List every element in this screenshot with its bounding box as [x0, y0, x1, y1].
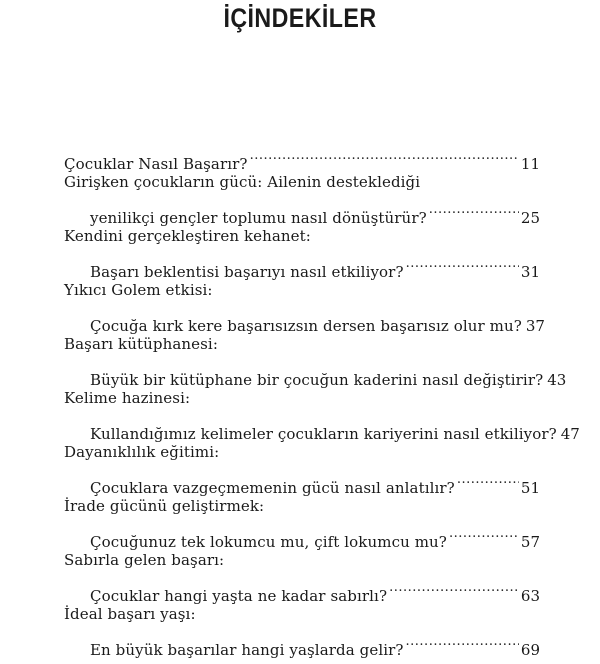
toc-entry-text: İdeal başarı yaşı: — [64, 605, 196, 623]
toc-entry-line — [64, 628, 540, 659]
toc-entry-text: Sabırla gelen başarı: — [64, 551, 225, 569]
toc-entry-text: Çocuğunuz tek lokumcu mu, çift lokumcu mu? — [90, 533, 447, 551]
toc-section-heading — [64, 493, 540, 520]
toc-entry-text: yenilikçi gençler toplumu nasıl dönüştürür? — [90, 209, 427, 227]
toc-page-number: 11 — [520, 155, 540, 173]
toc-entry-text: İrade gücünü geliştirmek: — [64, 497, 265, 515]
toc-page-number: 25 — [520, 209, 540, 227]
dot-leader — [406, 250, 519, 277]
toc-page-number: 47 — [560, 425, 580, 443]
toc-entry-text: Başarı beklentisi başarıyı nasıl etkiliyor? — [90, 263, 404, 281]
toc-entry-text: Büyük bir kütüphane bir çocuğun kaderini nasıl değiştirir? — [90, 371, 544, 389]
table-of-contents — [64, 142, 580, 659]
toc-section-heading — [64, 223, 540, 250]
page-title: İÇİNDEKİLER — [223, 3, 377, 33]
toc-page-number: 63 — [520, 587, 540, 605]
toc-entry-text: Kendini gerçekleştiren kehanet: — [64, 227, 311, 245]
toc-entry-text: Girişken çocukların gücü: Ailenin desteklediği — [64, 173, 421, 191]
toc-entry-line — [64, 574, 540, 605]
toc-page-number: 43 — [547, 371, 567, 389]
toc-section-heading — [64, 439, 540, 466]
toc-page-number: 51 — [520, 479, 540, 497]
toc-section-heading — [64, 547, 540, 574]
toc-section-heading — [64, 331, 540, 358]
toc-entry-text: Başarı kütüphanesi: — [64, 335, 218, 353]
toc-page-number: 57 — [520, 533, 540, 551]
dot-leader — [406, 628, 519, 655]
toc-entry-text: Çocuklar Nasıl Başarır? — [64, 155, 248, 173]
dot-leader — [389, 574, 519, 601]
toc-section-heading — [64, 601, 540, 628]
toc-page-number: 31 — [520, 263, 540, 281]
toc-entry-text: En büyük başarılar hangi yaşlarda gelir? — [90, 641, 404, 659]
toc-entry-line — [64, 412, 580, 443]
toc-entry-text: Yıkıcı Golem etkisi: — [64, 281, 213, 299]
toc-page-number: 69 — [520, 641, 540, 659]
toc-entry-text: Kelime hazinesi: — [64, 389, 191, 407]
toc-entry-text: Çocuklara vazgeçmemenin gücü nasıl anlatılır? — [90, 479, 455, 497]
toc-entry-line — [64, 520, 540, 551]
toc-entry-line — [64, 466, 540, 497]
dot-leader — [250, 142, 519, 169]
toc-section-heading — [64, 169, 540, 196]
toc-entry-line — [64, 250, 540, 281]
toc-section-heading — [64, 385, 540, 412]
toc-entry-text: Kullandığımız kelimeler çocukların kariyerini nasıl etkiliyor? — [90, 425, 557, 443]
dot-leader — [457, 466, 519, 493]
dot-leader — [429, 196, 519, 223]
toc-entry-line — [64, 304, 545, 335]
toc-page-number: 37 — [525, 317, 545, 335]
toc-entry-text: Çocuğa kırk kere başarısızsın dersen başarısız olur mu? — [90, 317, 522, 335]
toc-entry-line — [64, 358, 567, 389]
toc-entry-line — [64, 196, 540, 227]
toc-entry-text: Çocuklar hangi yaşta ne kadar sabırlı? — [90, 587, 388, 605]
toc-section-heading — [64, 277, 540, 304]
toc-entry-line — [64, 142, 540, 173]
dot-leader — [449, 520, 519, 547]
toc-entry-text: Dayanıklılık eğitimi: — [64, 443, 220, 461]
